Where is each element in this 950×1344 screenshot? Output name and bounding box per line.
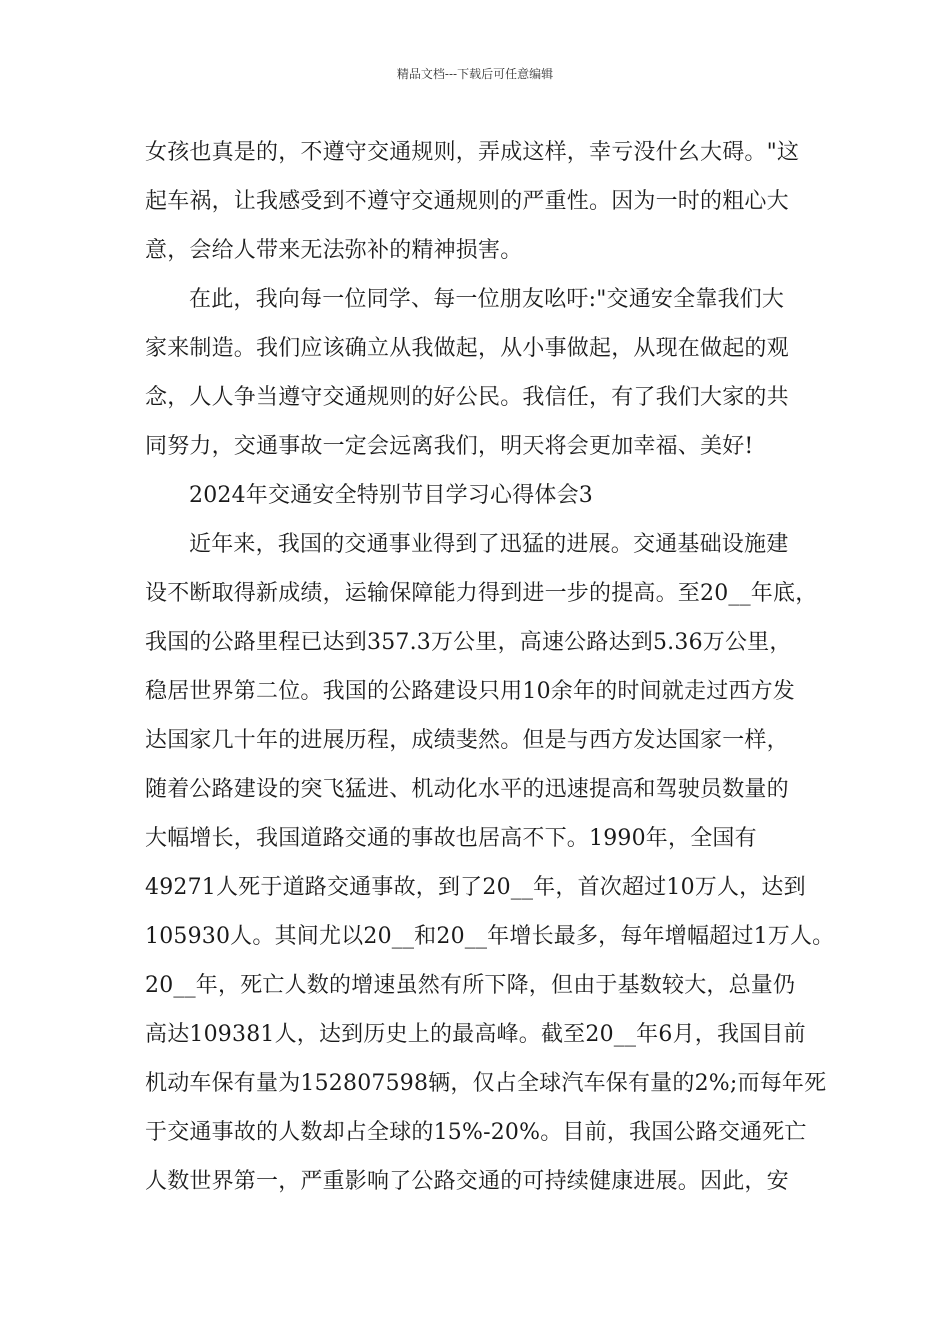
paragraph-start-line: 在此，我向每一位同学、每一位朋友吆吁:"交通安全靠我们大	[189, 287, 785, 312]
text-line: 105930人。其间尤以20__和20__年增长最多，每年增幅超过1万人。	[145, 924, 835, 949]
text-line: 我国的公路里程已达到357.3万公里，高速公路达到5.36万公里，	[145, 630, 792, 655]
text-line: 稳居世界第二位。我国的公路建设只用10余年的时间就走过西方发	[145, 679, 795, 704]
text-line: 起车祸，让我感受到不遵守交通规则的严重性。因为一时的粗心大	[145, 189, 789, 214]
text-line: 49271人死于道路交通事故，到了20__年，首次超过10万人，达到	[145, 875, 806, 900]
text-line: 达国家几十年的进展历程，成绩斐然。但是与西方发达国家一样，	[145, 728, 789, 753]
text-line: 大幅增长，我国道路交通的事故也居高不下。1990年，全国有	[145, 826, 757, 851]
text-line: 意，会给人带来无法弥补的精神损害。	[145, 238, 523, 263]
page-header: 精品文档---下载后可任意编辑	[396, 67, 554, 81]
text-line: 随着公路建设的突飞猛进、机动化水平的迅速提高和驾驶员数量的	[145, 777, 789, 802]
text-line: 家来制造。我们应该确立从我做起，从小事做起，从现在做起的观	[145, 336, 789, 361]
text-line: 于交通事故的人数却占全球的15%-20%。目前，我国公路交通死亡	[145, 1120, 807, 1145]
paragraph-start-line: 近年来，我国的交通事业得到了迅猛的进展。交通基础设施建	[189, 532, 789, 557]
text-line: 20__年，死亡人数的增速虽然有所下降，但由于基数较大，总量仍	[145, 973, 796, 998]
document-body	[145, 128, 835, 1206]
text-line: 设不断取得新成绩，运输保障能力得到进一步的提高。至20__年底，	[145, 581, 818, 606]
text-line: 女孩也真是的，不遵守交通规则，弄成这样，幸亏没什幺大碍。"这	[145, 140, 800, 165]
text-line: 高达109381人，达到历史上的最高峰。截至20__年6月，我国目前	[145, 1022, 806, 1047]
section-heading: 2024年交通安全特别节目学习心得体会3	[189, 483, 593, 508]
text-line: 人数世界第一，严重影响了公路交通的可持续健康进展。因此，安	[145, 1169, 789, 1194]
text-line: 同努力，交通事故一定会远离我们，明天将会更加幸福、美好!	[145, 434, 754, 459]
text-line: 念，人人争当遵守交通规则的好公民。我信任，有了我们大家的共	[145, 385, 789, 410]
text-line: 机动车保有量为152807598辆，仅占全球汽车保有量的2%;而每年死	[145, 1071, 827, 1096]
